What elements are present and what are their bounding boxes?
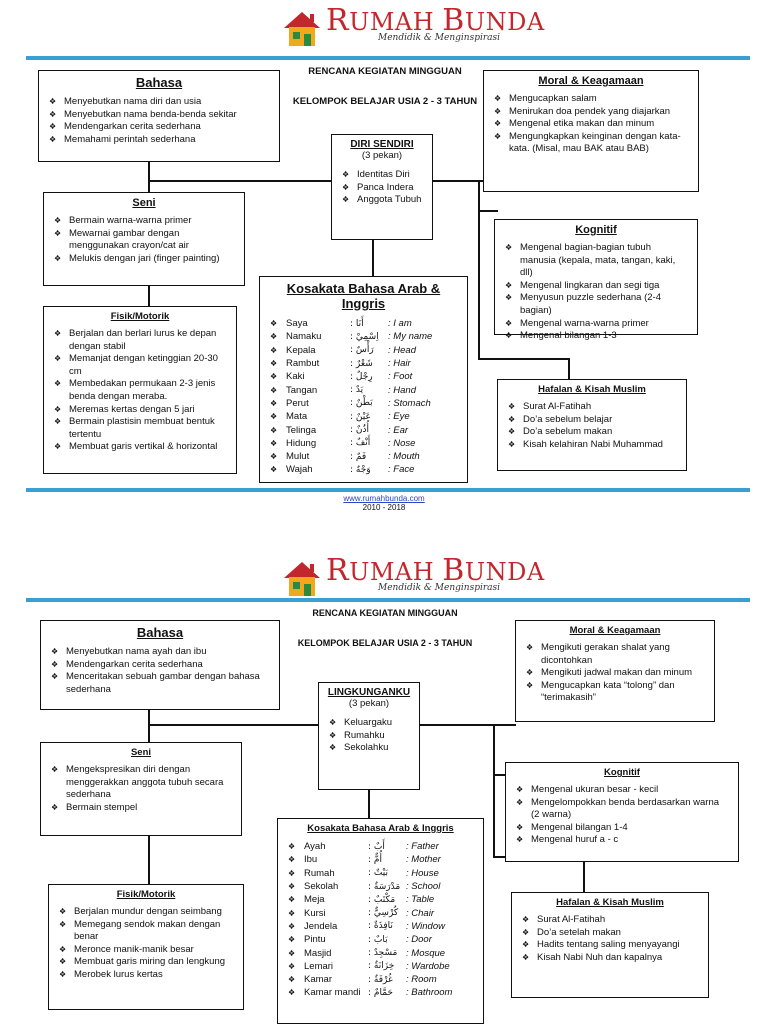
plan-group: KELOMPOK BELAJAR USIA 2 - 3 TAHUN: [297, 638, 473, 648]
bahasa-list: [47, 96, 271, 146]
list-item: ❖ Menceritakan sebuah gambar dengan bahasa sederhana: [49, 671, 271, 696]
list-item: ❖ Mengenal lingkaran dan segi tiga: [503, 280, 689, 293]
seni-list: [52, 215, 236, 265]
footer-years: 2010 - 2018: [362, 503, 406, 512]
vocab-arabic: : فَمٌ: [350, 451, 367, 462]
vocab-row: [268, 463, 432, 476]
vocab-english: : Eye: [388, 411, 410, 423]
fisik-list: [57, 906, 235, 982]
vocab-english: : My name: [388, 331, 433, 343]
vocab-indonesian: Jendela: [304, 920, 338, 932]
vocab-arabic: : رِجْلٌ: [350, 371, 373, 382]
list-item: ❖ Panca Indera: [340, 182, 424, 195]
vocab-indonesian: Ayah: [304, 841, 326, 853]
vocab-arabic: : بَطْنٌ: [350, 398, 373, 409]
bullet-icon: ❖: [288, 908, 296, 918]
hafalan-list: [506, 401, 678, 451]
bullet-icon: ❖: [270, 412, 278, 422]
kognitif-title: Kognitif: [575, 224, 617, 236]
vocab-arabic: : حَمَّامٌ: [368, 987, 393, 998]
vocab-indonesian: Namaku: [286, 331, 322, 343]
list-item: ❖ Bermain stempel: [49, 802, 233, 815]
kosakata-box: [259, 276, 468, 483]
vocab-row: [268, 450, 432, 463]
connector-line: [478, 210, 498, 212]
vocab-row: [286, 986, 452, 999]
fisik-list: [52, 328, 228, 454]
vocab-english: : Nose: [388, 437, 416, 449]
theme-box: [331, 134, 433, 240]
moral-title: Moral & Keagamaan: [538, 75, 644, 87]
vocab-row: [268, 330, 432, 343]
brand-tagline: Mendidik & Menginspirasi: [378, 33, 501, 43]
vocab-indonesian: Rambut: [286, 358, 320, 370]
vocab-row: [286, 867, 452, 880]
brand-logo: [282, 3, 545, 48]
moral-title: Moral & Keagamaan: [569, 625, 661, 636]
list-item: ❖ Mengucapkan salam: [492, 93, 690, 106]
vocab-indonesian: Perut: [286, 397, 309, 409]
bullet-icon: ❖: [270, 452, 278, 462]
list-item: ❖ Do’a setelah makan: [520, 927, 700, 940]
vocab-row: [268, 397, 432, 410]
seni-list: [49, 764, 233, 814]
fisik-title: Fisik/Motorik: [116, 889, 176, 900]
list-item: ❖ Mengikuti gerakan shalat yang dicontohkan: [524, 642, 706, 667]
vocab-arabic: : وَجْهٌ: [350, 464, 371, 475]
list-item: ❖ Mewarnai gambar dengan menggunakan crayon/cat air: [52, 228, 236, 253]
vocab-english: : Door: [406, 934, 432, 946]
list-item: ❖ Mendengarkan cerita sederhana: [49, 659, 271, 672]
brand-tagline: Mendidik & Menginspirasi: [378, 583, 501, 593]
vocab-indonesian: Rumah: [304, 867, 335, 879]
vocab-english: : Window: [406, 920, 445, 932]
bullet-icon: ❖: [270, 332, 278, 342]
list-item: ❖ Bermain plastisin membuat bentuk tertentu: [52, 416, 228, 441]
bullet-icon: ❖: [270, 385, 278, 395]
hafalan-title: Hafalan & Kisah Muslim: [538, 384, 646, 395]
vocab-arabic: : أُمٌّ: [368, 854, 382, 865]
footer: [0, 494, 768, 512]
vocab-indonesian: Masjid: [304, 947, 332, 959]
kosakata-title: Kosakata Bahasa Arab & Inggris: [286, 281, 441, 311]
theme-duration: (3 pekan): [348, 698, 390, 709]
list-item: ❖ Mengucapkan kata “tolong” dan “terimakasih”: [524, 680, 706, 705]
list-item: ❖ Membuat garis vertikal & horizontal: [52, 441, 228, 454]
list-item: ❖ Membedakan permukaan 2-3 jenis benda dengan meraba.: [52, 378, 228, 403]
list-item: ❖ Menyusun puzzle sederhana (2-4 bagian): [503, 292, 689, 317]
vocab-english: : Hair: [388, 358, 411, 370]
kosakata-title: Kosakata Bahasa Arab & Inggris: [307, 823, 454, 834]
connector-line: [368, 790, 370, 820]
list-item: ❖ Hadits tentang saling menyayangi: [520, 939, 700, 952]
vocab-english: : Bathroom: [406, 987, 453, 999]
seni-title: Seni: [132, 197, 156, 209]
bullet-icon: ❖: [270, 398, 278, 408]
vocab-english: : Room: [406, 974, 437, 986]
vocab-row: [286, 960, 452, 973]
vocab-indonesian: Pintu: [304, 934, 326, 946]
vocab-table: [286, 840, 452, 1000]
vocab-arabic: : مَسْجِدٌ: [368, 948, 398, 959]
vocab-row: [286, 880, 452, 893]
list-item: ❖ Mengelompokkan benda berdasarkan warna (2 warna): [514, 797, 730, 822]
list-item: ❖ Meronce manik-manik besar: [57, 944, 235, 957]
plan-group: KELOMPOK BELAJAR USIA 2 - 3 TAHUN: [292, 96, 478, 107]
bullet-icon: ❖: [288, 868, 296, 878]
vocab-arabic: : شَعْرٌ: [350, 358, 373, 369]
vocab-row: [286, 906, 452, 919]
theme-duration: (3 pekan): [361, 150, 403, 161]
vocab-english: : I am: [388, 318, 412, 330]
house-icon: [282, 558, 322, 598]
vocab-arabic: : أُذُنٌ: [350, 425, 370, 436]
vocab-indonesian: Kepala: [286, 344, 316, 356]
list-item: ❖ Keluargaku: [327, 717, 411, 730]
vocab-indonesian: Ibu: [304, 854, 318, 866]
vocab-row: [286, 840, 452, 853]
website-link[interactable]: www.rumahbunda.com: [343, 494, 425, 503]
list-item: ❖ Menyebutkan nama ayah dan ibu: [49, 646, 271, 659]
kognitif-list: [503, 242, 689, 343]
vocab-arabic: : خِزَانَةٌ: [368, 961, 395, 972]
list-item: ❖ Berjalan dan berlari lurus ke depan dengan stabil: [52, 328, 228, 353]
moral-list: [492, 93, 690, 156]
vocab-arabic: : رَأْسٌ: [350, 345, 374, 356]
theme-list: [340, 169, 424, 207]
vocab-english: : Face: [388, 464, 415, 476]
vocab-indonesian: Saya: [286, 318, 308, 330]
bullet-icon: ❖: [270, 345, 278, 355]
list-item: ❖ Mengekspresikan diri dengan menggerakkan anggota tubuh secara sederhana: [49, 764, 233, 802]
list-item: ❖ Do’a sebelum belajar: [506, 414, 678, 427]
theme-title: LINGKUNGANKU: [327, 687, 411, 698]
list-item: ❖ Memahami perintah sederhana: [47, 134, 271, 147]
kognitif-list: [514, 784, 730, 847]
seni-box: [40, 742, 242, 836]
connector-line: [478, 358, 568, 360]
list-item: ❖ Kisah kelahiran Nabi Muhammad: [506, 439, 678, 452]
bullet-icon: ❖: [270, 465, 278, 475]
list-item: ❖ Memegang sendok makan dengan benar: [57, 919, 235, 944]
vocab-row: [268, 437, 432, 450]
connector-line: [493, 774, 505, 776]
seni-title: Seni: [130, 747, 152, 758]
list-item: ❖ Mengenal bilangan 1-3: [503, 330, 689, 343]
vocab-english: : Table: [406, 894, 435, 906]
bullet-icon: ❖: [288, 842, 296, 852]
vocab-english: : Head: [388, 344, 416, 356]
seni-box: [43, 192, 245, 286]
bahasa-box: [38, 70, 280, 162]
kognitif-title: Kognitif: [604, 767, 640, 778]
brand-logo: [282, 553, 545, 598]
kosakata-box: [277, 818, 484, 1024]
list-item: ❖ Kisah Nabi Nuh dan kapalnya: [520, 952, 700, 965]
list-item: ❖ Anggota Tubuh: [340, 194, 424, 207]
vocab-arabic: : مَدْرَسَةٌ: [368, 881, 401, 892]
vocab-indonesian: Kursi: [304, 907, 326, 919]
vocab-row: [268, 410, 432, 423]
moral-box: [515, 620, 715, 722]
bahasa-title: Bahasa: [135, 75, 183, 90]
vocab-english: : Father: [406, 841, 439, 853]
vocab-row: [286, 893, 452, 906]
theme-title: DIRI SENDIRI: [350, 139, 414, 150]
header-divider: [26, 598, 750, 602]
moral-list: [524, 642, 706, 705]
bullet-icon: ❖: [288, 855, 296, 865]
fisik-box: [43, 306, 237, 474]
list-item: ❖ Mengenal bagian-bagian tubuh manusia (kepala, mata, tangan, kaki, dll): [503, 242, 689, 280]
bahasa-box: [40, 620, 280, 710]
bullet-icon: ❖: [288, 988, 296, 998]
list-item: ❖ Mengenal warna-warna primer: [503, 318, 689, 331]
vocab-indonesian: Mata: [286, 411, 308, 423]
list-item: ❖ Menirukan doa pendek yang diajarkan: [492, 106, 690, 119]
vocab-english: : Mosque: [406, 947, 446, 959]
vocab-english: : House: [406, 867, 439, 879]
vocab-row: [268, 423, 432, 436]
list-item: ❖ Do’a sebelum makan: [506, 426, 678, 439]
vocab-row: [286, 946, 452, 959]
connector-line: [148, 724, 318, 726]
bullet-icon: ❖: [288, 921, 296, 931]
vocab-indonesian: Telinga: [286, 424, 317, 436]
theme-list: [327, 717, 411, 755]
vocab-arabic: : أَبٌ: [368, 841, 385, 852]
lesson-plan-sheet-2: [0, 512, 768, 1024]
moral-box: [483, 70, 699, 192]
bullet-icon: ❖: [270, 319, 278, 329]
vocab-indonesian: Tangan: [286, 384, 318, 396]
list-item: ❖ Identitas Diri: [340, 169, 424, 182]
vocab-row: [268, 317, 432, 330]
list-item: ❖ Memanjat dengan ketinggian 20-30 cm: [52, 353, 228, 378]
vocab-english: : Mouth: [388, 451, 420, 463]
vocab-indonesian: Hidung: [286, 437, 317, 449]
list-item: ❖ Mengungkapkan keinginan dengan kata-kata. (Misal, mau BAK atau BAB): [492, 131, 690, 156]
list-item: ❖ Surat Al-Fatihah: [520, 914, 700, 927]
list-item: ❖ Menyebutkan nama benda-benda sekitar: [47, 109, 271, 122]
bahasa-list: [49, 646, 271, 696]
vocab-english: : School: [406, 881, 441, 893]
house-icon: [282, 8, 322, 48]
kognitif-box: [494, 219, 698, 342]
bahasa-title: Bahasa: [136, 625, 184, 640]
vocab-arabic: : أَنَا: [350, 318, 364, 329]
vocab-arabic: : أَنْفٌ: [350, 438, 371, 449]
bullet-icon: ❖: [288, 895, 296, 905]
kognitif-box: [505, 762, 739, 862]
vocab-indonesian: Kamar mandi: [304, 987, 361, 999]
vocab-row: [286, 920, 452, 933]
hafalan-title: Hafalan & Kisah Muslim: [556, 897, 664, 908]
bullet-icon: ❖: [270, 438, 278, 448]
vocab-english: : Mother: [406, 854, 441, 866]
vocab-arabic: : كُرْسِيٌّ: [368, 908, 399, 919]
list-item: ❖ Mendengarkan cerita sederhana: [47, 121, 271, 134]
plan-title: RENCANA KEGIATAN MINGGUAN: [308, 66, 462, 77]
brand-name: RUMAH BUNDA: [326, 3, 545, 38]
vocab-arabic: : بَابٌ: [368, 934, 388, 945]
brand-name: RUMAH BUNDA: [326, 553, 545, 588]
list-item: ❖ Rumahku: [327, 730, 411, 743]
fisik-title: Fisik/Motorik: [110, 311, 170, 322]
vocab-english: : Stomach: [388, 397, 431, 409]
list-item: ❖ Merobek lurus kertas: [57, 969, 235, 982]
vocab-row: [268, 344, 432, 357]
hafalan-box: [511, 892, 709, 998]
hafalan-box: [497, 379, 687, 471]
vocab-row: [268, 383, 432, 396]
connector-line: [148, 180, 331, 182]
bullet-icon: ❖: [270, 372, 278, 382]
list-item: ❖ Melukis dengan jari (finger painting): [52, 253, 236, 266]
vocab-row: [286, 853, 452, 866]
fisik-box: [48, 884, 244, 1010]
list-item: ❖ Bermain warna-warna primer: [52, 215, 236, 228]
bullet-icon: ❖: [270, 425, 278, 435]
vocab-indonesian: Kaki: [286, 371, 305, 383]
vocab-english: : Hand: [388, 384, 416, 396]
bullet-icon: ❖: [288, 975, 296, 985]
hafalan-list: [520, 914, 700, 964]
list-item: ❖ Sekolahku: [327, 742, 411, 755]
vocab-english: : Ear: [388, 424, 409, 436]
vocab-indonesian: Mulut: [286, 451, 310, 463]
list-item: ❖ Meremas kertas dengan 5 jari: [52, 404, 228, 417]
list-item: ❖ Berjalan mundur dengan seimbang: [57, 906, 235, 919]
theme-box: [318, 682, 420, 790]
list-item: ❖ Mengenal huruf a - c: [514, 834, 730, 847]
vocab-row: [286, 933, 452, 946]
list-item: ❖ Mengenal etika makan dan minum: [492, 118, 690, 131]
vocab-table: [268, 317, 432, 477]
plan-title: RENCANA KEGIATAN MINGGUAN: [312, 608, 458, 618]
connector-line: [493, 724, 495, 858]
vocab-indonesian: Meja: [304, 894, 325, 906]
bullet-icon: ❖: [288, 882, 296, 892]
vocab-indonesian: Wajah: [286, 464, 313, 476]
connector-line: [372, 240, 374, 277]
bullet-icon: ❖: [270, 359, 278, 369]
vocab-english: : Foot: [388, 371, 413, 383]
vocab-arabic: : عَيْنٌ: [350, 411, 371, 422]
list-item: ❖ Surat Al-Fatihah: [506, 401, 678, 414]
vocab-arabic: : نَافِذَةٌ: [368, 921, 393, 932]
connector-line: [478, 180, 480, 360]
vocab-indonesian: Sekolah: [304, 881, 339, 893]
list-item: ❖ Membuat garis miring dan lengkung: [57, 956, 235, 969]
vocab-indonesian: Kamar: [304, 974, 332, 986]
header-divider: [26, 56, 750, 60]
vocab-arabic: : مَكْتَبٌ: [368, 894, 396, 905]
connector-line: [420, 724, 516, 726]
list-item: ❖ Menyebutkan nama diri dan usia: [47, 96, 271, 109]
vocab-arabic: : غُرْفَةٌ: [368, 974, 393, 985]
bullet-icon: ❖: [288, 948, 296, 958]
vocab-row: [268, 370, 432, 383]
vocab-arabic: : بَيْتٌ: [368, 868, 388, 879]
connector-line: [568, 358, 570, 380]
vocab-arabic: : اِسْمِيْ: [350, 331, 379, 342]
list-item: ❖ Mengikuti jadwal makan dan minum: [524, 667, 706, 680]
vocab-row: [286, 973, 452, 986]
vocab-row: [268, 357, 432, 370]
vocab-indonesian: Lemari: [304, 960, 334, 972]
list-item: ❖ Mengenal ukuran besar - kecil: [514, 784, 730, 797]
bullet-icon: ❖: [288, 935, 296, 945]
vocab-english: : Chair: [406, 907, 434, 919]
vocab-english: : Wardobe: [406, 960, 450, 972]
bullet-icon: ❖: [288, 961, 296, 971]
footer-divider: [26, 488, 750, 492]
list-item: ❖ Mengenal bilangan 1-4: [514, 822, 730, 835]
vocab-arabic: : يَدٌ: [350, 385, 364, 396]
